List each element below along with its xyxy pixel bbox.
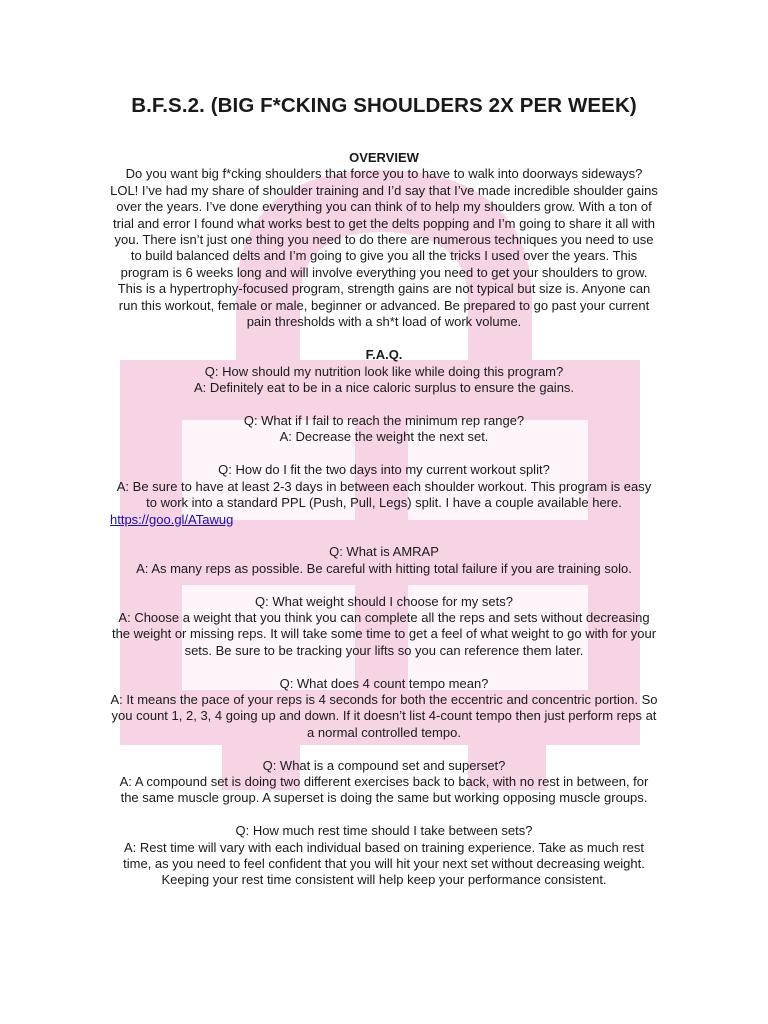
faq-item: [110, 462, 658, 528]
faq-question: Q: How should my nutrition look like while doing this program?: [204, 363, 564, 379]
faq-question: Q: What does 4 count tempo mean?: [279, 675, 489, 691]
faq-question: Q: What if I fail to reach the minimum rep range?: [243, 413, 525, 429]
faq-question: Q: What is AMRAP: [329, 544, 439, 560]
ppl-split-link[interactable]: https://goo.gl/ATawug: [110, 511, 234, 527]
overview-text: Do you want big f*cking shoulders that force you to have to walk into doorways sideways? LOL! I’ve had my share of shoulder training and I’d say that I’ve made incredible shoulder gains over the years. I’ve done everything you can think of to help my shoulders grow. With a ton of trial and error I found what works best to get the delts popping and I’m going to share it all with you. There isn’t just one thing you need to do there are numerous techniques you need to use to build balanced delts and I’m going to give you all the tricks I used over the years. This program is 6 weeks long and will involve everything you need to get your shoulders to grow. This is a hypertrophy-focused program, strength gains are not typical but size is. Anyone can run this workout, female or male, beginner or advanced. Be prepared to go past your current pain thresholds with a sh*t load of work volume.: [110, 166, 658, 330]
faq-item: [110, 544, 658, 577]
faq-item: [110, 758, 658, 807]
page-title: B.F.S.2. (BIG F*CKING SHOULDERS 2X PER WEEK): [131, 94, 637, 117]
faq-item: [110, 594, 658, 660]
faq-question: Q: What weight should I choose for my sets?: [255, 593, 513, 609]
faq-section: [110, 347, 658, 888]
overview-heading: OVERVIEW: [349, 150, 419, 165]
faq-item: [110, 364, 658, 397]
document-page: [110, 94, 658, 889]
faq-answer: A: Choose a weight that you think you can complete all the reps and sets without decreasing the weight or missing reps. It will take some time to get a feel of what weight to go with for your sets. Be sure to be tracking your lifts so you can reference them later.: [111, 609, 657, 658]
faq-answer: A: Decrease the weight the next set.: [279, 429, 489, 445]
faq-item: [110, 676, 658, 742]
faq-heading: F.A.Q.: [365, 347, 403, 363]
faq-answer: A: As many reps as possible. Be careful with hitting total failure if you are training solo.: [136, 560, 632, 576]
faq-question: Q: How much rest time should I take between sets?: [235, 823, 533, 839]
faq-item: [110, 413, 658, 446]
faq-answer: A: Be sure to have at least 2-3 days in between each shoulder workout. This program is easy to work into a standard PPL (Push, Pull, Legs) split. I have a couple available here.: [116, 478, 652, 511]
faq-question: Q: What is a compound set and superset?: [262, 757, 506, 773]
overview-section: [110, 150, 658, 330]
faq-answer: A: Rest time will vary with each individual based on training experience. Take as much rest time, as you need to feel confident that you will hit your next set without decreasing weight. Keeping your rest time consistent will help keep your performance consistent.: [123, 839, 645, 888]
faq-answer: A: It means the pace of your reps is 4 seconds for both the eccentric and concentric portion. So you count 1, 2, 3, 4 going up and down. If it doesn’t list 4-count tempo then just perform reps at a normal controlled tempo.: [110, 691, 658, 740]
faq-item: [110, 823, 658, 889]
faq-answer: A: A compound set is doing two different exercises back to back, with no rest in between, for the same muscle group. A superset is doing the same but working opposing muscle groups.: [119, 773, 649, 806]
faq-question: Q: How do I fit the two days into my current workout split?: [218, 462, 550, 478]
faq-answer: A: Definitely eat to be in a nice caloric surplus to ensure the gains.: [193, 380, 575, 396]
